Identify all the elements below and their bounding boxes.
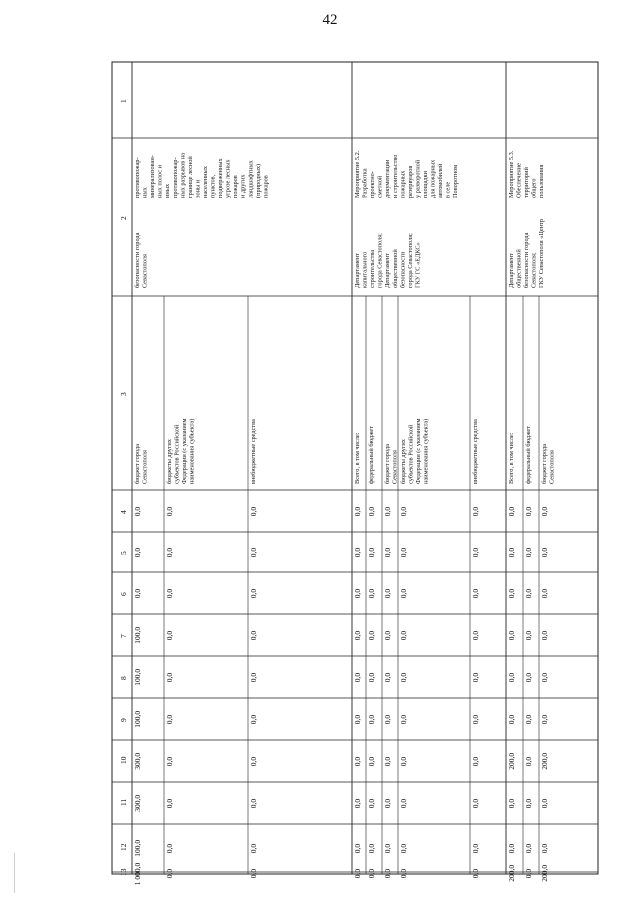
value-cell: 200,0 [507,864,516,882]
value-cell: 100,0 [133,710,142,728]
value-cell: 100,0 [133,668,142,686]
activity-name-line: ных разрывов на [179,153,187,198]
value-cell: 0,0 [367,798,376,809]
value-cell: 0,0 [524,588,533,599]
value-cell: 0,0 [399,843,408,854]
value-cell: 0,0 [165,868,174,879]
value-cell: 100,0 [133,839,142,857]
value-cell: 0,0 [165,588,174,599]
activity-name-line: зоны и [194,179,202,198]
executor-line: города Севастополя; [376,233,384,288]
value-cell: 0,0 [383,506,392,517]
value-cell: 0,0 [383,547,392,558]
value-cell: 0,0 [367,714,376,725]
executor-line: Департамент [354,253,361,288]
activity-name-line: пожаров [262,175,270,198]
value-cell: 0,0 [540,506,549,517]
activity-name-line: проектно- [369,171,377,198]
funding-source-line: субъектов Российской [173,424,181,484]
value-cell: 0,0 [507,547,516,558]
activity-name-line: площадки [421,171,429,198]
activity-name-line: Мероприятие 5.2. [354,150,361,198]
activity-name-line: у разворотной [414,159,422,198]
activity-name-line: и строительство [391,154,399,198]
funding-source-line: Севастополя [548,450,556,484]
activity-name-line: ных [141,187,149,198]
value-cell: 200,0 [507,752,516,770]
value-cell: 0,0 [165,547,174,558]
activity-name-line: территорий [523,167,531,198]
value-cell: 0,0 [540,547,549,558]
activity-name-line: противопожар- [171,157,179,198]
activity-name-line: Обеспечение [515,163,523,198]
funding-source-line: Федерации (с указанием [181,418,189,484]
funding-source-line: федеральный бюджет [525,426,532,484]
value-cell: 0,0 [133,506,142,517]
value-cell: 1 000,0 [133,862,142,886]
value-cell: 0,0 [367,506,376,517]
value-cell: 0,0 [383,672,392,683]
value-cell: 0,0 [540,798,549,809]
executor-line: ГКУ Севастополя «Центр [538,218,546,288]
value-cell: 0,0 [165,798,174,809]
value-cell: 0,0 [367,547,376,558]
activity-name-line: угрозе лесных [224,159,232,198]
value-cell: 0,0 [249,798,258,809]
activity-name-line: противопожар- [134,157,141,198]
value-cell: 0,0 [353,630,362,641]
activity-name-line: (природных) [254,163,262,198]
column-header: 7 [119,634,128,638]
value-cell: 0,0 [540,588,549,599]
funding-source-line: внебюджетные средства [472,419,479,484]
value-cell: 0,0 [399,714,408,725]
value-cell: 0,0 [540,714,549,725]
column-header: 3 [119,392,128,396]
activity-name-line: Поворотном [452,164,460,198]
column-header: 13 [119,868,128,876]
funding-source-line: бюджет города [384,444,391,484]
value-cell: 0,0 [540,843,549,854]
funding-source-line: бюджеты других [166,439,173,484]
value-cell: 0,0 [367,868,376,879]
value-cell: 0,0 [507,672,516,683]
value-cell: 0,0 [165,672,174,683]
value-cell: 0,0 [524,506,533,517]
activity-name-line: пожарных [399,170,407,198]
activity-name-line: резервуаров [406,165,414,198]
funding-source-line: наименования субъекта) [188,418,196,484]
value-cell: 0,0 [165,714,174,725]
value-cell: 0,0 [524,756,533,767]
value-cell: 0,0 [471,588,480,599]
value-cell: 0,0 [399,506,408,517]
executor-line: Департамент [508,253,515,288]
value-cell: 0,0 [399,588,408,599]
value-cell: 0,0 [507,630,516,641]
executor-line: города Севастополя; [406,233,414,288]
value-cell: 0,0 [249,714,258,725]
value-cell: 0,0 [353,714,362,725]
funding-source-line: Всего, в том числе: [508,432,515,484]
activity-name-line: сметной [376,175,384,198]
value-cell: 0,0 [507,714,516,725]
value-cell: 0,0 [353,798,362,809]
column-header: 10 [119,756,128,764]
value-cell: 0,0 [524,630,533,641]
value-cell: 0,0 [249,630,258,641]
activity-name-line: пожаров [232,175,240,198]
value-cell: 0,0 [353,547,362,558]
funding-source-line: бюджет города [541,444,548,484]
activity-name-line: пунктов, [209,174,217,198]
executor-line: строительства [369,249,377,288]
value-cell: 0,0 [507,506,516,517]
value-cell: 0,0 [524,843,533,854]
value-cell: 0,0 [353,588,362,599]
value-cell: 0,0 [249,843,258,854]
value-cell: 0,0 [507,798,516,809]
value-cell: 0,0 [524,672,533,683]
executor-line: ГКУ ГС «ЕДКС» [414,242,422,288]
value-cell: 0,0 [383,630,392,641]
value-cell: 0,0 [249,672,258,683]
value-cell: 0,0 [367,756,376,767]
executor-line: безопасности города [134,232,141,288]
value-cell: 0,0 [383,588,392,599]
activity-name-line: населенных [201,166,209,198]
funding-source-line: наименования субъекта) [422,418,430,484]
value-cell: 0,0 [399,630,408,641]
value-cell: 0,0 [133,588,142,599]
activity-name-line: документации [384,159,392,198]
activity-name-line: для пожарных [429,159,437,198]
activity-name-line: в селе [444,181,452,198]
value-cell: 0,0 [399,756,408,767]
value-cell: 0,0 [383,798,392,809]
column-header: 2 [119,216,128,220]
value-cell: 0,0 [367,630,376,641]
value-cell: 0,0 [471,756,480,767]
value-cell: 0,0 [165,506,174,517]
activity-name-line: Мероприятие 5.3. [508,150,515,198]
value-cell: 0,0 [249,547,258,558]
activity-name-line: пользования [538,164,546,198]
funding-source-line: бюджеты других [400,439,407,484]
value-cell: 0,0 [249,868,258,879]
value-cell: 0,0 [165,843,174,854]
activity-name-line: автомобилей [437,163,445,198]
value-cell: 0,0 [524,798,533,809]
value-cell: 0,0 [399,672,408,683]
value-cell: 0,0 [353,672,362,683]
value-cell: 0,0 [383,756,392,767]
column-header: 6 [119,592,128,596]
executor-line: общественной [391,249,399,288]
value-cell: 0,0 [367,672,376,683]
funding-source-line: Севастополя [141,450,149,484]
column-header: 4 [119,510,128,514]
value-cell: 0,0 [471,843,480,854]
activity-name-line: границе лесной [186,156,194,198]
executor-line: Севастополя [141,254,149,288]
value-cell: 0,0 [471,547,480,558]
value-cell: 0,0 [165,756,174,767]
activity-name-line: ных полос и [156,165,164,198]
value-cell: 0,0 [367,588,376,599]
activity-name-line: общего [530,178,538,198]
funding-source-line: внебюджетные средства [250,419,257,484]
value-cell: 0,0 [353,843,362,854]
funding-source-line: субъектов Российской [407,424,415,484]
executor-line: безопасности города [523,232,531,288]
value-cell: 0,0 [471,672,480,683]
activity-name-line: минерализован- [149,155,157,198]
column-header: 9 [119,718,128,722]
activity-name-line: и других [239,174,247,198]
executor-line: Севастополя; [530,252,538,288]
value-cell: 0,0 [249,506,258,517]
column-header: 8 [119,676,128,680]
value-cell: 0,0 [367,843,376,854]
value-cell: 300,0 [133,794,142,812]
value-cell: 0,0 [471,868,480,879]
value-cell: 0,0 [507,588,516,599]
value-cell: 0,0 [399,547,408,558]
value-cell: 0,0 [133,547,142,558]
funding-source-line: бюджет города [134,444,141,484]
value-cell: 0,0 [540,630,549,641]
column-header: 5 [119,551,128,555]
funding-source-line: Федерации (с указанием [415,418,423,484]
value-cell: 0,0 [524,868,533,879]
value-cell: 0,0 [249,588,258,599]
value-cell: 0,0 [399,868,408,879]
value-cell: 0,0 [353,506,362,517]
activity-name-line: подверженных [217,158,225,198]
value-cell: 0,0 [383,714,392,725]
value-cell: 200,0 [540,864,549,882]
executor-line: безопасности [399,251,407,288]
column-header: 1 [119,99,128,103]
value-cell: 0,0 [165,630,174,641]
value-cell: 100,0 [133,626,142,644]
value-cell: 0,0 [353,756,362,767]
executor-line: общественной [515,249,523,288]
value-cell: 0,0 [249,756,258,767]
funding-source-line: Всего, в том числе: [354,432,361,484]
value-cell: 0,0 [353,868,362,879]
activity-name-line: ландшафтных [247,160,255,198]
activity-name-line: иных [164,183,172,198]
funding-source-line: Севастополя [391,450,399,484]
executor-line: капитального [361,251,369,288]
value-cell: 0,0 [471,506,480,517]
value-cell: 200,0 [540,752,549,770]
value-cell: 0,0 [383,843,392,854]
column-header: 11 [119,798,128,806]
value-cell: 300,0 [133,752,142,770]
funding-source-line: федеральный бюджет [368,426,375,484]
executor-line: Департамент [384,253,392,288]
activity-name-line: Разработка [361,168,369,198]
page-number: 42 [322,12,338,28]
value-cell: 0,0 [471,798,480,809]
value-cell: 0,0 [540,672,549,683]
value-cell: 0,0 [471,714,480,725]
value-cell: 0,0 [507,843,516,854]
column-header: 12 [119,843,128,851]
value-cell: 0,0 [383,868,392,879]
value-cell: 0,0 [524,714,533,725]
value-cell: 0,0 [471,630,480,641]
value-cell: 0,0 [399,798,408,809]
value-cell: 0,0 [524,547,533,558]
